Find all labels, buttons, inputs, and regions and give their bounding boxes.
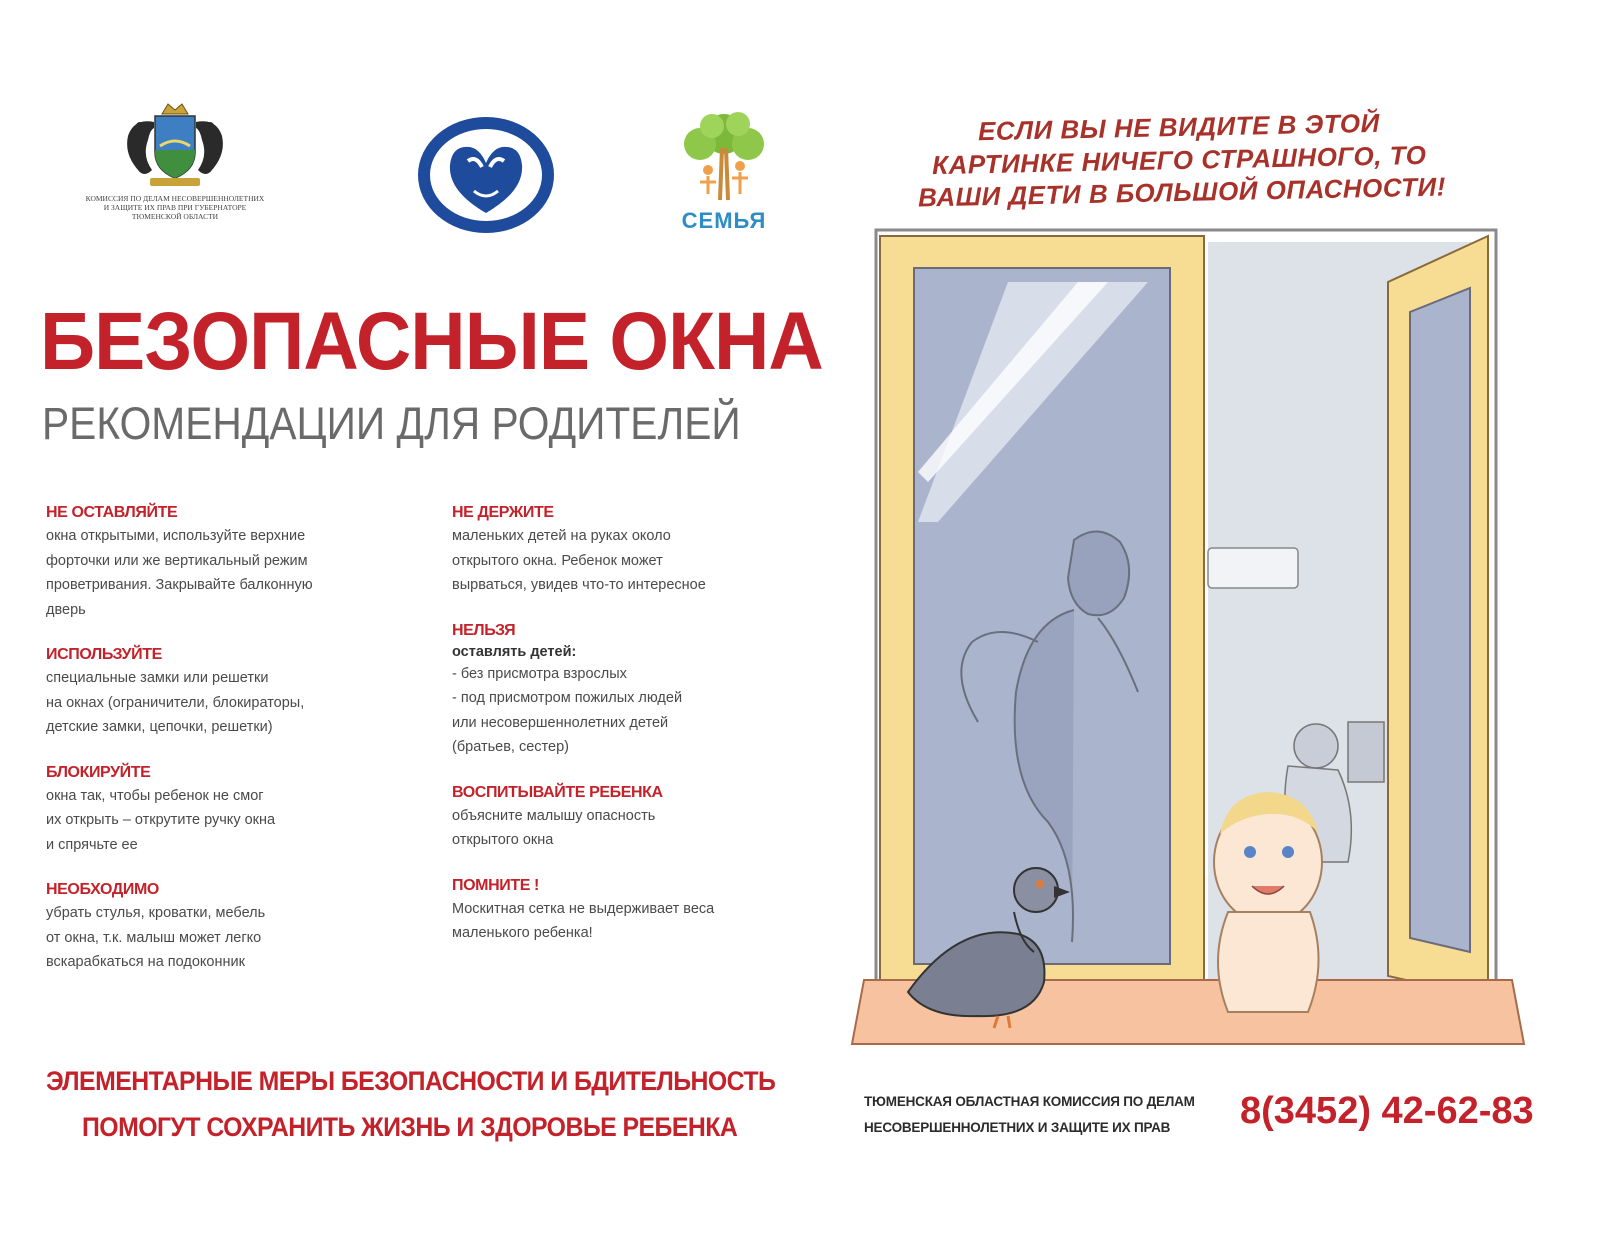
safety-slogan-line: ПОМОГУТ СОХРАНИТЬ ЖИЗНЬ И ЗДОРОВЬЕ РЕБЕНКА [82,1112,738,1142]
organization-name-line: ТЮМЕНСКАЯ ОБЛАСТНАЯ КОМИССИЯ ПО ДЕЛАМ [864,1094,1195,1109]
recommendation-text: Москитная сетка не выдерживает веса [452,900,715,917]
warning-line: ВАШИ ДЕТИ В БОЛЬШОЙ ОПАСНОСТИ! [917,171,1447,213]
commission-caption-line: ТЮМЕНСКОЙ ОБЛАСТИ [131,212,219,221]
recommendation-text: убрать стулья, кроватки, мебель [46,905,266,921]
commission-caption-line: И ЗАЩИТЕ ИХ ПРАВ ПРИ ГУБЕРНАТОРЕ [103,203,247,212]
recommendation-text: форточки или же вертикальный режим [46,552,308,569]
recommendations-right-column [452,502,842,968]
window-glass [1410,288,1470,952]
coat-of-arms-icon [110,100,240,190]
recommendation-item [46,502,436,622]
recommendation-text: маленьких детей на руках около [452,528,671,544]
computer-monitor [1348,722,1384,782]
recommendation-heading: НЕ ДЕРЖИТЕ [452,504,554,521]
recommendation-text: открытого окна. Ребенок может [452,552,663,569]
recommendation-text: или несовершеннолетних детей [452,714,669,731]
recommendation-text: детские замки, цепочки, решетки) [46,719,273,735]
warning-line: ЕСЛИ ВЫ НЕ ВИДИТЕ В ЭТОЙ [977,107,1381,147]
recommendation-item [452,782,842,853]
recommendation-text: и спрячьте ее [46,836,138,853]
recommendation-text: объясните малышу опасность [452,807,656,824]
warning-line: КАРТИНКЕ НИЧЕГО СТРАШНОГО, ТО [931,139,1427,181]
safety-slogan-line: ЭЛЕМЕНТАРНЫЕ МЕРЫ БЕЗОПАСНОСТИ И БДИТЕЛЬНОСТЬ [46,1066,776,1096]
recommendation-text: дверь [46,601,86,618]
social-development-logo [408,105,568,245]
hotline-phone: 8(3452) 42-62-83 [1240,1090,1534,1132]
family-logo-word: СЕМЬЯ [681,208,767,233]
recommendation-text: маленького ребенка! [452,925,593,941]
heart-hands-icon [408,105,568,245]
recommendation-text: (братьев, сестер) [452,739,569,755]
recommendation-text: окна так, чтобы ребенок не смог [46,787,264,804]
recommendation-heading: НЕ ОСТАВЛЯЙТЕ [46,504,178,521]
recommendation-heading: ВОСПИТЫВАЙТЕ РЕБЕНКА [452,783,663,801]
recommendation-text: проветривания. Закрывайте балконную [46,577,313,593]
recommendation-text: на окнах (ограничители, блокираторы, [46,694,305,711]
recommendation-item [452,620,842,760]
air-conditioner [1208,548,1298,588]
recommendation-text: вырваться, увидев что-то интересное [452,577,706,593]
organization-name-line: НЕСОВЕРШЕННОЛЕТНИХ И ЗАЩИТЕ ИХ ПРАВ [864,1120,1171,1135]
recommendation-item [46,644,436,740]
recommendation-item [452,502,842,598]
baby-figure [1214,792,1322,1012]
recommendation-heading: ПОМНИТЕ ! [452,876,539,894]
window-illustration [848,222,1548,1070]
commission-caption-line: КОМИССИЯ ПО ДЕЛАМ НЕСОВЕРШЕННОЛЕТНИХ [85,194,265,203]
recommendation-text: вскарабкаться на подоконник [46,954,245,970]
recommendation-text: - под присмотром пожилых людей [452,690,683,706]
page-subtitle: РЕКОМЕНДАЦИИ ДЛЯ РОДИТЕЛЕЙ [42,398,741,449]
family-logo [660,104,788,244]
recommendation-text: окна открытыми, используйте верхние [46,528,306,544]
commission-logo [30,100,320,221]
recommendation-text: - без присмотра взрослых [452,665,627,682]
recommendation-text: открытого окна [452,832,554,848]
page-title: БЕЗОПАСНЫЕ ОКНА [40,296,823,387]
recommendation-item [452,875,842,946]
recommendation-text: от окна, т.к. малыш может легко [46,929,262,946]
tree-icon [660,104,788,208]
recommendation-text: специальные замки или решетки [46,670,269,686]
recommendations-left-column [46,502,436,997]
recommendation-subheading: оставлять детей: [452,643,577,660]
recommendation-heading: ИСПОЛЬЗУЙТЕ [46,646,162,663]
recommendation-heading: НЕОБХОДИМО [46,881,159,898]
recommendation-heading: НЕЛЬЗЯ [452,621,516,639]
recommendation-heading: БЛОКИРУЙТЕ [46,763,151,781]
recommendation-item [46,879,436,975]
recommendation-item [46,762,436,858]
recommendation-text: их открыть – открутите ручку окна [46,812,276,828]
